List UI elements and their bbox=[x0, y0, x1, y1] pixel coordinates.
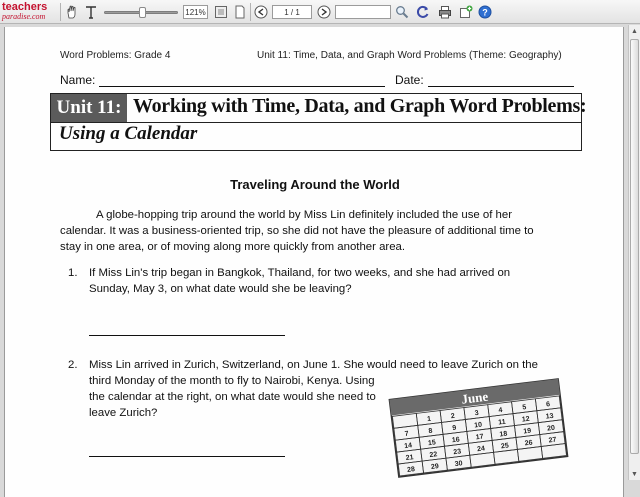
save-icon bbox=[459, 5, 473, 19]
zoom-level-field[interactable]: 121% bbox=[183, 5, 208, 19]
hand-icon bbox=[65, 5, 79, 19]
help-icon bbox=[478, 5, 492, 19]
june-calendar-illustration bbox=[383, 379, 573, 474]
name-blank bbox=[99, 75, 385, 87]
single-page-icon bbox=[233, 5, 247, 19]
calendar-day: 5 bbox=[521, 404, 527, 412]
prev-page-button[interactable] bbox=[252, 3, 270, 21]
calendar-day: 17 bbox=[475, 433, 484, 442]
intro-line: stay in one area, or of moving along more quickly from another area. bbox=[60, 241, 406, 253]
calendar-day: 22 bbox=[429, 451, 438, 460]
teachers-paradise-logo[interactable] bbox=[2, 1, 62, 23]
single-page-button[interactable] bbox=[231, 3, 249, 21]
unit-subtitle: Using a Calendar bbox=[59, 123, 198, 144]
print-button[interactable] bbox=[436, 3, 454, 21]
fit-page-icon bbox=[214, 5, 228, 19]
scrollbar-thumb[interactable] bbox=[630, 39, 639, 454]
calendar-day: 4 bbox=[498, 406, 503, 415]
vertical-scrollbar[interactable] bbox=[628, 25, 640, 480]
search-icon bbox=[395, 5, 409, 19]
question-line: Sunday, May 3, on what date would she be leaving? bbox=[89, 283, 352, 295]
calendar-day: 30 bbox=[454, 460, 464, 469]
rotate-icon bbox=[416, 5, 430, 19]
unit-title-box bbox=[50, 93, 587, 151]
calendar-day: 14 bbox=[403, 442, 413, 451]
calendar-day: 18 bbox=[499, 430, 508, 439]
question-line: If Miss Lin's trip began in Bangkok, Thailand, for two weeks, and she had arrived on bbox=[89, 267, 511, 279]
calendar-day: 8 bbox=[428, 427, 433, 436]
intro-line: A globe-hopping trip around the world by Miss Lin definitely included the use of her bbox=[96, 209, 513, 221]
calendar-day: 19 bbox=[522, 427, 532, 436]
save-button[interactable] bbox=[457, 3, 475, 21]
question-number: 2. bbox=[68, 359, 78, 371]
prev-page-icon bbox=[254, 5, 268, 19]
logo-top-text: teachers bbox=[2, 1, 48, 13]
fit-page-button[interactable] bbox=[212, 3, 230, 21]
calendar-day: 27 bbox=[548, 436, 557, 445]
unit-tag: Unit 11: bbox=[51, 94, 127, 122]
logo-bottom-text: paradise.com bbox=[2, 12, 46, 21]
answer-2-line bbox=[89, 456, 285, 457]
question-number: 1. bbox=[68, 267, 78, 279]
calendar-day: 12 bbox=[521, 415, 531, 424]
help-button[interactable] bbox=[476, 3, 494, 21]
calendar-day: 29 bbox=[430, 463, 440, 472]
search-button[interactable] bbox=[393, 3, 411, 21]
text-select-button[interactable] bbox=[82, 3, 100, 21]
zoom-slider[interactable] bbox=[103, 3, 179, 21]
answer-1-line bbox=[89, 335, 285, 336]
calendar-day: 24 bbox=[476, 445, 486, 454]
calendar-day: 1 bbox=[426, 415, 432, 424]
calendar-day: 6 bbox=[545, 401, 551, 409]
toolbar-separator bbox=[250, 3, 251, 21]
calendar-day: 13 bbox=[545, 412, 554, 421]
scroll-down-arrow[interactable]: ▼ bbox=[631, 470, 638, 478]
search-input[interactable] bbox=[335, 5, 391, 19]
zoom-slider-thumb[interactable] bbox=[139, 7, 146, 18]
hand-tool-button[interactable] bbox=[63, 3, 81, 21]
intro-paragraph bbox=[60, 207, 580, 255]
header-left: Word Problems: Grade 4 bbox=[60, 50, 171, 61]
question-line: third Monday of the month to fly to Nairobi, Kenya. Using bbox=[89, 375, 375, 387]
calendar-day: 7 bbox=[404, 430, 410, 438]
intro-line: calendar. It was a business-oriented trip, so she did not have the pleasure of additional time to bbox=[60, 225, 534, 237]
calendar-day: 9 bbox=[451, 424, 457, 433]
scroll-up-arrow[interactable]: ▲ bbox=[631, 27, 638, 35]
document-viewport[interactable] bbox=[0, 25, 628, 480]
question-text bbox=[89, 265, 510, 297]
print-icon bbox=[438, 5, 452, 19]
page-indicator-field[interactable]: 1 / 1 bbox=[272, 5, 312, 19]
calendar-day: 25 bbox=[500, 442, 510, 451]
calendar-day: 3 bbox=[474, 409, 480, 418]
date-label: Date: bbox=[395, 73, 424, 87]
date-blank bbox=[428, 75, 574, 87]
next-page-button[interactable] bbox=[315, 3, 333, 21]
date-line bbox=[395, 73, 574, 87]
svg-text:?: ? bbox=[482, 7, 488, 18]
calendar-month: June bbox=[460, 388, 489, 407]
calendar-day: 16 bbox=[451, 436, 461, 445]
header-right: Unit 11: Time, Data, and Graph Word Problems (Theme: Geography) bbox=[257, 50, 562, 61]
calendar-day: 21 bbox=[405, 454, 414, 463]
question-line: Miss Lin arrived in Zurich, Switzerland, on June 1. She would need to leave Zurich on the bbox=[89, 359, 538, 371]
calendar-day: 11 bbox=[497, 418, 507, 427]
unit-title: Working with Time, Data, and Graph Word Problems: bbox=[133, 95, 587, 117]
worksheet-page bbox=[4, 27, 624, 497]
zoom-slider-track bbox=[104, 11, 178, 14]
rotate-button[interactable] bbox=[414, 3, 432, 21]
calendar-day: 10 bbox=[473, 421, 483, 430]
viewer-toolbar bbox=[0, 0, 640, 24]
calendar-day: 15 bbox=[427, 439, 437, 448]
name-label: Name: bbox=[60, 73, 96, 87]
name-line bbox=[60, 73, 385, 87]
question-line: leave Zurich? bbox=[89, 407, 158, 419]
question-line: the calendar at the right, on what date would she need to bbox=[89, 391, 376, 403]
calendar-day: 2 bbox=[450, 412, 456, 421]
text-select-icon bbox=[84, 5, 98, 19]
calendar-day: 23 bbox=[452, 448, 462, 457]
calendar-day: 26 bbox=[524, 439, 534, 448]
next-page-icon bbox=[317, 5, 331, 19]
section-title: Traveling Around the World bbox=[230, 177, 400, 192]
calendar-day: 20 bbox=[546, 424, 556, 433]
calendar-day: 28 bbox=[406, 466, 416, 474]
toolbar-separator bbox=[60, 3, 61, 21]
